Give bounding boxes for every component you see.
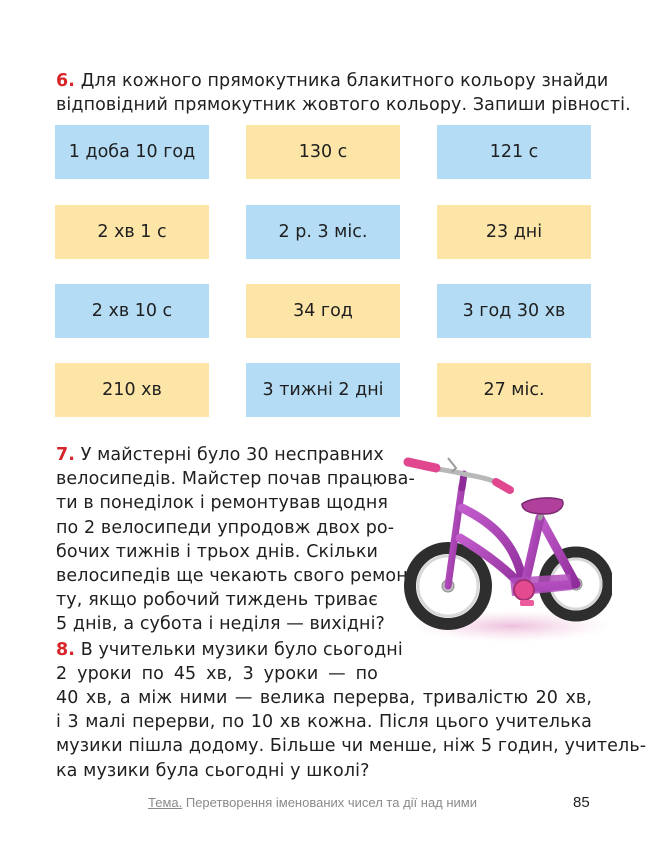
bicycle-illustration xyxy=(400,446,612,646)
footer-tema-label: Тема. xyxy=(148,795,183,810)
right-grip xyxy=(496,482,510,490)
box-12: 27 міс. xyxy=(437,363,591,417)
task-7 xyxy=(56,443,415,637)
box-11: 3 тижні 2 дні xyxy=(246,363,400,417)
task-8-line-1: В учительки музики було сьогодні xyxy=(80,640,403,660)
box-7: 2 хв 10 с xyxy=(55,284,209,338)
task-6 xyxy=(56,69,631,117)
task-8-line-4: і 3 малі перерви, по 10 хв кожна. Після цього учителька xyxy=(56,712,592,733)
task-7-line-2: велосипедів. Майстер почав працюва- xyxy=(56,469,415,490)
footer-topic xyxy=(148,795,477,810)
task-7-line-6: велосипедів ще чекають свого ремон- xyxy=(56,566,415,587)
pedal-crank xyxy=(514,580,534,600)
task-8-line-3: 40 хв, а між ними — велика перерва, тривалістю 20 хв, xyxy=(56,688,592,708)
task-8-line-6: ка музики була сьогодні у школі? xyxy=(56,760,370,781)
task-8-top xyxy=(56,638,403,686)
box-2: 130 с xyxy=(246,125,400,179)
task-8-line-2: 2 уроки по 45 хв, 3 уроки — по xyxy=(56,664,378,685)
task-7-number: 7. xyxy=(56,445,76,465)
task-6-line-1: Для кожного прямокутника блакитного кольору знайди xyxy=(80,71,609,91)
box-4: 2 хв 1 с xyxy=(55,205,209,259)
task-7-line-7: ту, якщо робочий тиждень триває xyxy=(56,590,378,611)
footer-topic-text: Перетворення іменованих чисел та дії над ними xyxy=(185,795,478,810)
task-7-line-3: ти в понеділок і ремонтував щодня xyxy=(56,493,389,514)
task-8-number: 8. xyxy=(56,640,76,660)
bike-seat xyxy=(522,498,563,514)
box-9: 3 год 30 хв xyxy=(437,284,591,338)
task-8-bottom xyxy=(56,686,647,783)
box-3: 121 с xyxy=(437,125,591,179)
task-7-line-1: У майстерні було 30 несправних xyxy=(80,445,384,465)
task-7-line-8: 5 днів, а субота і неділя — вихідні? xyxy=(56,614,385,635)
pedal xyxy=(520,600,534,606)
task-8-line-5: музики пішла додому. Більше чи менше, ніж 5 годин, учитель- xyxy=(56,736,647,757)
box-6: 23 дні xyxy=(437,205,591,259)
task-6-line-2: відповідний прямокутник жовтого кольору. Запиши рівності. xyxy=(56,95,631,116)
box-10: 210 хв xyxy=(55,363,209,417)
page-number: 85 xyxy=(573,794,590,811)
box-8: 34 год xyxy=(246,284,400,338)
task-7-line-4: по 2 велосипеди упродовж двох ро- xyxy=(56,517,395,538)
task-7-line-5: бочих тижнів і трьох днів. Скільки xyxy=(56,541,378,562)
task-6-number: 6. xyxy=(56,71,76,91)
box-5: 2 р. 3 міс. xyxy=(246,205,400,259)
left-grip xyxy=(408,462,436,468)
box-1: 1 доба 10 год xyxy=(55,125,209,179)
